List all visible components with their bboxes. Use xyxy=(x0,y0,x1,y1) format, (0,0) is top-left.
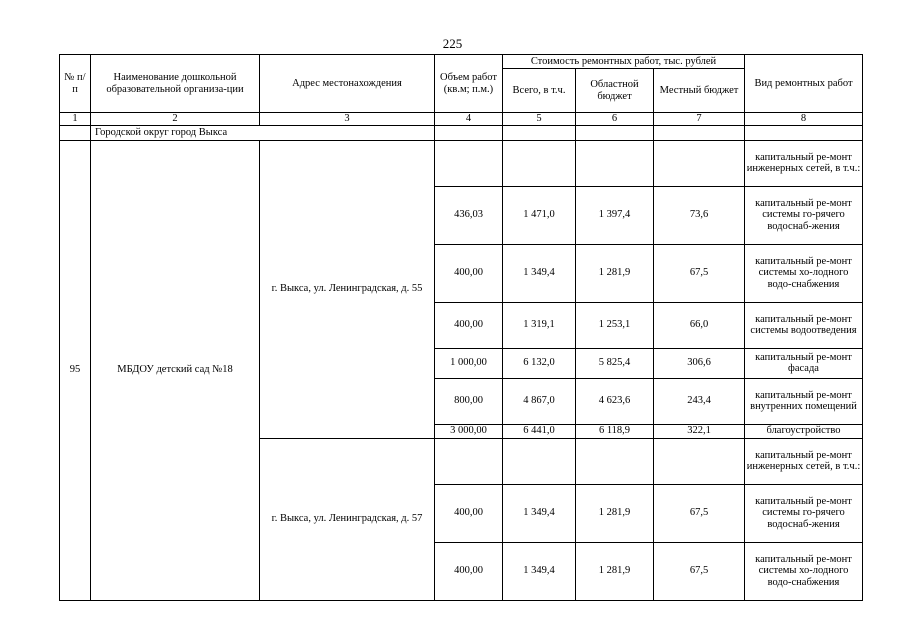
work-type-cell: капитальный ре-монт внутренних помещений xyxy=(745,378,863,424)
repair-works-table xyxy=(59,54,863,601)
total-cell: 4 867,0 xyxy=(503,378,576,424)
local-cell xyxy=(654,140,745,186)
work-type-cell: капитальный ре-монт системы хо-лодного водо-снабжения xyxy=(745,542,863,600)
regional-cell: 5 825,4 xyxy=(576,348,654,378)
volume-cell: 3 000,00 xyxy=(435,424,503,438)
column-index: 8 xyxy=(745,113,863,126)
header-local: Местный бюджет xyxy=(654,69,745,113)
entry-number: 95 xyxy=(60,140,91,600)
header-cost-group: Стоимость ремонтных работ, тыс. рублей xyxy=(503,55,745,69)
work-type-cell: капитальный ре-монт системы хо-лодного водо-снабжения xyxy=(745,244,863,302)
volume-cell: 400,00 xyxy=(435,244,503,302)
regional-cell: 1 281,9 xyxy=(576,484,654,542)
total-cell: 1 349,4 xyxy=(503,484,576,542)
address-57: г. Выкса, ул. Ленинградская, д. 57 xyxy=(260,438,435,600)
local-cell: 243,4 xyxy=(654,378,745,424)
work-type-cell: капитальный ре-монт системы го-рячего водоснаб-жения xyxy=(745,186,863,244)
work-type-cell: капитальный ре-монт инженерных сетей, в т.ч.: xyxy=(745,140,863,186)
volume-cell: 436,03 xyxy=(435,186,503,244)
region-name: Городской округ город Выкса xyxy=(91,125,435,140)
column-index: 2 xyxy=(91,113,260,126)
regional-cell xyxy=(576,140,654,186)
regional-cell xyxy=(576,438,654,484)
header-volume: Объем работ (кв.м; п.м.) xyxy=(435,55,503,113)
total-cell xyxy=(503,140,576,186)
volume-cell: 1 000,00 xyxy=(435,348,503,378)
volume-cell: 800,00 xyxy=(435,378,503,424)
volume-cell xyxy=(435,438,503,484)
column-index: 6 xyxy=(576,113,654,126)
header-work-type: Вид ремонтных работ xyxy=(745,55,863,113)
organization-name: МБДОУ детский сад №18 xyxy=(91,140,260,600)
column-index: 4 xyxy=(435,113,503,126)
local-cell: 67,5 xyxy=(654,484,745,542)
column-index: 7 xyxy=(654,113,745,126)
header-regional: Областной бюджет xyxy=(576,69,654,113)
local-cell: 322,1 xyxy=(654,424,745,438)
volume-cell: 400,00 xyxy=(435,542,503,600)
total-cell xyxy=(503,438,576,484)
work-type-cell: капитальный ре-монт системы го-рячего водоснаб-жения xyxy=(745,484,863,542)
volume-cell xyxy=(435,140,503,186)
volume-cell: 400,00 xyxy=(435,484,503,542)
regional-cell: 1 253,1 xyxy=(576,302,654,348)
regional-cell: 1 397,4 xyxy=(576,186,654,244)
regional-cell: 6 118,9 xyxy=(576,424,654,438)
total-cell: 1 349,4 xyxy=(503,244,576,302)
local-cell xyxy=(654,438,745,484)
header-total: Всего, в т.ч. xyxy=(503,69,576,113)
region-row xyxy=(60,125,863,140)
address-55: г. Выкса, ул. Ленинградская, д. 55 xyxy=(260,140,435,438)
total-cell: 6 132,0 xyxy=(503,348,576,378)
local-cell: 73,6 xyxy=(654,186,745,244)
work-type-cell: благоустройство xyxy=(745,424,863,438)
header-name: Наименование дошкольной образовательной организа-ции xyxy=(91,55,260,113)
table-row xyxy=(60,140,863,186)
volume-cell: 400,00 xyxy=(435,302,503,348)
work-type-cell: капитальный ре-монт системы водоотведения xyxy=(745,302,863,348)
column-index-row xyxy=(60,113,863,126)
total-cell: 6 441,0 xyxy=(503,424,576,438)
regional-cell: 1 281,9 xyxy=(576,542,654,600)
local-cell: 67,5 xyxy=(654,542,745,600)
work-type-cell: капитальный ре-монт инженерных сетей, в т.ч.: xyxy=(745,438,863,484)
total-cell: 1 319,1 xyxy=(503,302,576,348)
local-cell: 66,0 xyxy=(654,302,745,348)
regional-cell: 4 623,6 xyxy=(576,378,654,424)
regional-cell: 1 281,9 xyxy=(576,244,654,302)
work-type-cell: капитальный ре-монт фасада xyxy=(745,348,863,378)
column-index: 1 xyxy=(60,113,91,126)
column-index: 3 xyxy=(260,113,435,126)
total-cell: 1 349,4 xyxy=(503,542,576,600)
local-cell: 306,6 xyxy=(654,348,745,378)
page-number: 225 xyxy=(442,36,463,51)
column-index: 5 xyxy=(503,113,576,126)
header-address: Адрес местонахождения xyxy=(260,55,435,113)
local-cell: 67,5 xyxy=(654,244,745,302)
header-num: № п/п xyxy=(60,55,91,113)
total-cell: 1 471,0 xyxy=(503,186,576,244)
